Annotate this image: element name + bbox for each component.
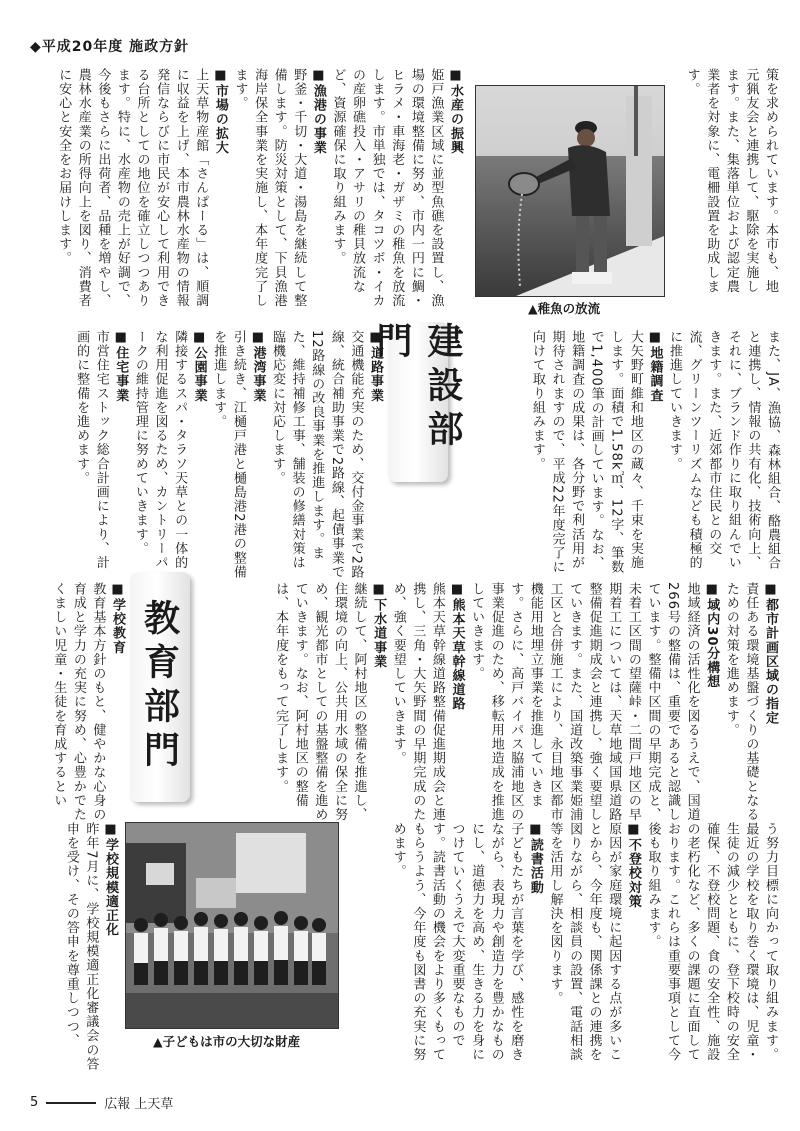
fishing-port-text: 野釜・千切・大道・湯島を継続して整備します。防災対策として、下貝漁港海岸保全事業を実施し、本年度完了します。 [232, 68, 307, 308]
fishing-photo [475, 85, 665, 297]
land-survey-heading: ■ 地籍調査 [645, 330, 665, 580]
reading-heading: ■ 読書活動 [525, 822, 545, 1072]
education-section-title: 教育部門 [130, 572, 190, 802]
page-footer [30, 1093, 173, 1112]
middle-text-right [462, 330, 782, 580]
road-project-text: 交通機能充実のため、交付金事業で2路線、統合補助事業で2路線、起債事業で12路線の改良事業を推進します。また、維持補修工事、舗装の修繕対策は臨機応変に対応します。 [270, 330, 364, 580]
land-survey-text: 大矢野町維和地区の蔵々、千束を実施します。面積で1.58k㎡、12字、筆数で1,400筆の計画しています。なお、地籍調査の成果は、各分野で利活用が期待されますので、平成22年度完了に向けて取り組みます。 [529, 330, 643, 575]
park-project-text: 隣接するスパ・タラソ天草との一体的な利用促進を図るため、カントリーパークの維持管理に努めていきます。 [132, 330, 188, 570]
page-number: 5 [30, 1095, 39, 1110]
lower-text-left [51, 582, 127, 822]
harbor-project-heading: ■ 港湾事業 [248, 330, 268, 580]
reading-text: 子どもたちが言葉を学び、感性を磨きながら、表現力や創造力を豊かなものにし、道徳力を高め、生きる力を身につけていくうえで大変重要なものです。読書活動の機会をより多くもってもらうよう、今年度も図書の充実に努めます。 [390, 822, 524, 1062]
middle-text-left [55, 330, 385, 580]
city-planning-text: 責任ある環境基盤づくりの基礎となるための対策を進めます。 [723, 582, 759, 822]
market-heading: ■ 市場の拡大 [210, 68, 230, 318]
page-header: ◆平成20年度 施政方針 [30, 39, 190, 55]
housing-project-heading: ■ 住宅事業 [111, 330, 131, 580]
aquaculture-text: 姫戸漁業区域に並型魚礁を設置し、漁場の環境整備に努め、市内一円に鯛・ヒラメ・車海老・ガザミの稚魚を放流します。市単独では、タコツボ・イカの産卵礁投入・アサリの稚貝放流など、資源確保に取り組みます。 [330, 68, 444, 308]
fish-release-illustration [476, 86, 664, 296]
school-size-heading: ■ 学校規模適正化 [100, 822, 120, 1072]
schoolchildren-illustration [126, 823, 338, 1028]
bottom-text-left [55, 822, 120, 1072]
lower-text-right [195, 582, 780, 822]
school-size-text: 昨年7月に、学校規模適正化審議会の答申を受け、その答申を尊重しつつ、 [63, 822, 99, 1072]
market-text: 上天草物産館「さんぱーる」は、順調に収益を上げ、本市農林水産物の情報発信ならびに市民が安心して利用できる台所としての地位を確立しつつあります。特に、水産物の売上が好調で、今後もさらに出荷者、品種を増やし、農林水産業の所得向上を図り、消費者に安心と安全をお届けします。 [56, 68, 209, 308]
school-education-heading: ■ 学校教育 [107, 582, 127, 822]
truancy-heading: ■ 不登校対策 [623, 822, 643, 1072]
bottom-text-right [345, 822, 780, 1072]
upper-paragraph-1: 策を求められています。本市も、地元猟友会と連携して、駆除を実施します。また、集落単位および認定農業者を対象に、電柵設置を助成します。 [684, 68, 778, 294]
aquaculture-heading: ■ 水産の振興 [445, 68, 465, 318]
truancy-text: 原因が家庭環境に起因する点が多いことから、今年度も、関係課との連携を図りながら、相談員の設置、電話相談等を活用し解決を図ります。 [547, 822, 622, 1062]
school-photo-caption: ▲子どもは市の大切な財産 [153, 1034, 301, 1049]
housing-project-text: 市営住宅ストック総合計画により、計画的に整備を進めます。 [74, 330, 109, 570]
construction-section-title: 建設部門 [388, 322, 448, 482]
regional-30min-text: 地域経済の活性化を図るうえで、国道266号の整備は、重要であると認識しています。整備中区間の早期完成と、未着工区間の望薩峠・二間戸地区の早期着工については、天草地域国県道路整備促進期成会と連携し、強く要望していきます。また、国道改築事業姫浦工区と合併施工により、永目地区都市機能用地埋立事業を推進していきます。さらに、高戸バイパス脇浦地区の事業促進のため、移転用地造成を推進していきます。 [469, 582, 700, 822]
trunk-road-text: 熊本天草幹線道路整備促進期成会と連携し、三角・大矢野間の早期完成のため、強く要望していきます。 [390, 582, 445, 822]
fishing-port-heading: ■ 漁港の事業 [308, 68, 328, 318]
school-photo [125, 822, 339, 1029]
footer-rule [46, 1102, 96, 1104]
road-project-heading: ■ 道路事業 [365, 330, 385, 580]
school-education-text: 教育基本方針のもと、健やかな心身の育成と学力の充実に努め、心豊かでたくましい児童・生徒を育成するとい [51, 582, 106, 822]
upper-text-right [680, 68, 780, 303]
middle-paragraph-1: また、JA、漁協、森林組合、酪農組合と連携し、情報の共有化、技術向上、それに、ブランド作りに取り組んでいきます。また、近郊都市住民との交流、グリーンツーリズムなども積極的に推進していきます。 [667, 330, 780, 571]
fishing-photo-caption: ▲稚魚の放流 [528, 301, 601, 316]
regional-30min-heading: ■ 域内30分構想 [702, 582, 722, 822]
city-planning-heading: ■ 都市計画区域の指定 [760, 582, 780, 822]
sewerage-text: 継続して、阿村地区の整備を推進し、住環境の向上、公共用水域の保全に努め、観光都市としての基盤整備を進めていきます。なお、阿村地区の整備は、本年度をもって完了します。 [273, 582, 367, 822]
publication-name: 広報 上天草 [104, 1097, 174, 1112]
trunk-road-heading: ■ 熊本天草幹線道路 [447, 582, 467, 822]
harbor-project-text: 引き続き、江樋戸港と樋島港2港の整備を推進します。 [211, 330, 246, 580]
bottom-paragraph-1: う努力目標に向かって取り組みます。最近の学校を取り巻く環境は、児童・生徒の減少とともに、登下校時の安全確保、不登校問題、食の安全性、施設の老朽化など、多くの課題に直面しております。これらは重要事項として今後も取り組みます。 [645, 822, 778, 1062]
park-project-heading: ■ 公園事業 [189, 330, 209, 580]
upper-text-left [55, 68, 465, 318]
sewerage-heading: ■ 下水道事業 [369, 582, 389, 822]
